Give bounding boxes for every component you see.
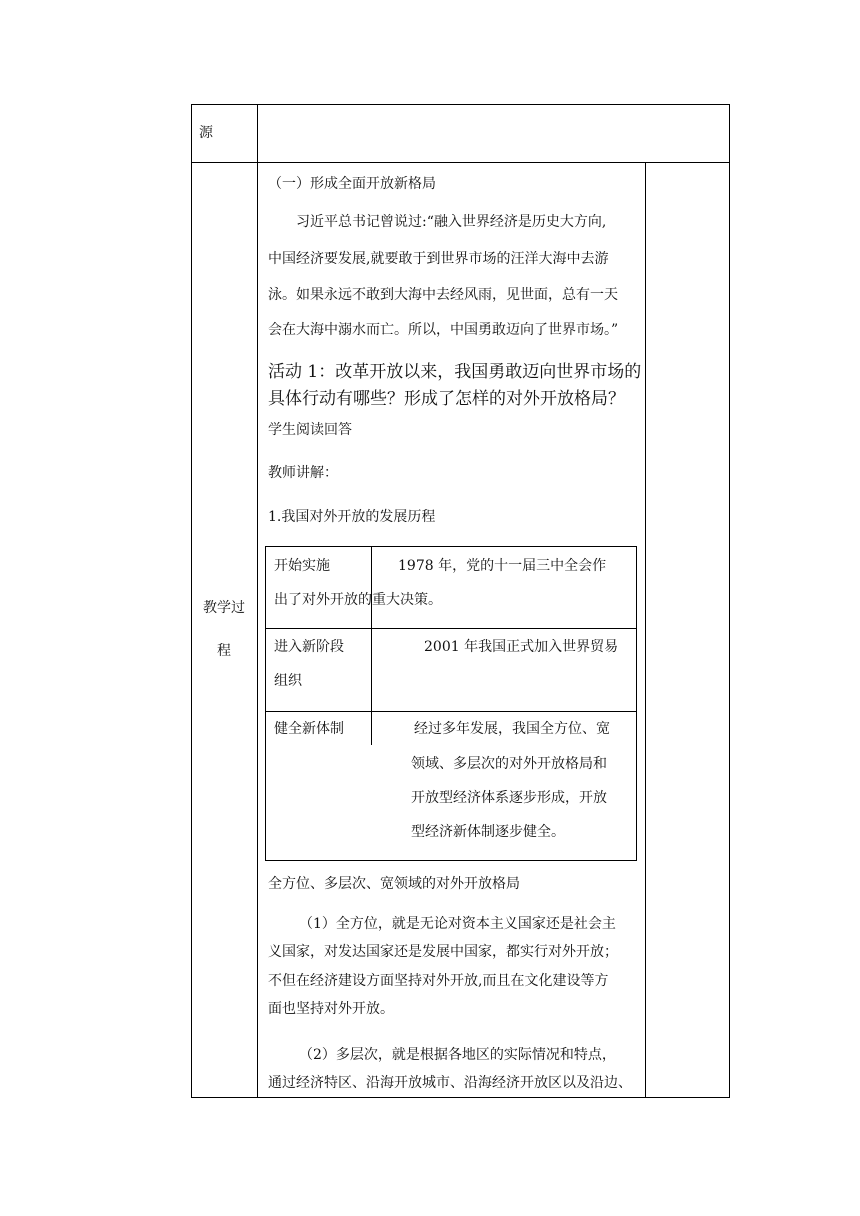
history-table [265,546,637,861]
history-stage-2-line: 进入新阶段 [274,639,344,655]
quote-line: 会在大海中溺水而亡。所以，中国勇敢迈向了世界市场。” [268,322,619,338]
table-bottom-border [191,1097,730,1098]
table-col-divider-right [645,162,646,1098]
section-title: （一）形成全面开放新格局 [268,176,436,192]
table-top-border [191,104,730,105]
table-right-border [729,104,730,1098]
table-col-divider [257,104,258,1098]
history-table-row-divider [266,711,636,712]
header-row-label: 源 [199,125,213,141]
pattern-title: 全方位、多层次、宽领域的对外开放格局 [268,876,520,892]
teacher-explain: 教师讲解： [268,465,338,481]
point2-line: 通过经济特区、沿海开放城市、沿海经济开放区以及沿边、 [268,1075,632,1091]
quote-line: 习近平总书记曾说过:“融入世界经济是历史大方向, [296,214,607,230]
point1-line: 义国家，对发达国家还是发展中国家，都实行对外开放； [268,944,618,960]
history-desc-1-line: 1978 年，党的十一届三中全会作 [398,558,607,574]
point1-line: （1）全方位，就是无论对资本主义国家还是社会主 [299,916,616,932]
point1-line: 不但在经济建设方面坚持对外开放,而且在文化建设等方 [268,973,609,989]
table-row-divider [191,162,730,163]
history-table-col-divider [371,547,372,745]
activity-line: 具体行动有哪些？形成了怎样的对外开放格局？ [268,389,625,409]
activity-line: 活动 1：改革开放以来，我国勇敢迈向世界市场的 [268,362,642,382]
history-table-row-divider [266,628,636,629]
history-stage-1: 开始实施 [274,558,330,574]
quote-line: 泳。如果永远不敢到大海中去经风雨，见世面，总有一天 [268,287,618,303]
side-label-line1: 教学过 [203,600,245,616]
history-desc-1-line: 出了对外开放的重大决策。 [274,592,442,608]
student-reply: 学生阅读回答 [268,422,352,438]
history-title: 1.我国对外开放的发展历程 [268,509,436,525]
history-desc-3-line: 型经济新体制逐步健全。 [411,824,565,840]
table-left-border [191,104,192,1098]
point1-line: 面也坚持对外开放。 [268,1001,394,1017]
history-desc-3-line: 领域、多层次的对外开放格局和 [411,756,607,772]
side-label-line2: 程 [217,643,231,659]
point2-line: （2）多层次，就是根据各地区的实际情况和特点， [299,1047,616,1063]
history-desc-2-line: 2001 年我国正式加入世界贸易 [424,639,619,655]
history-stage-3: 健全新体制 [274,721,344,737]
history-desc-3-line: 经过多年发展，我国全方位、宽 [414,721,610,737]
quote-line: 中国经济要发展,就要敢于到世界市场的汪洋大海中去游 [268,251,609,267]
history-stage-2-line: 组织 [274,673,302,689]
history-desc-3-line: 开放型经济体系逐步形成，开放 [411,790,607,806]
